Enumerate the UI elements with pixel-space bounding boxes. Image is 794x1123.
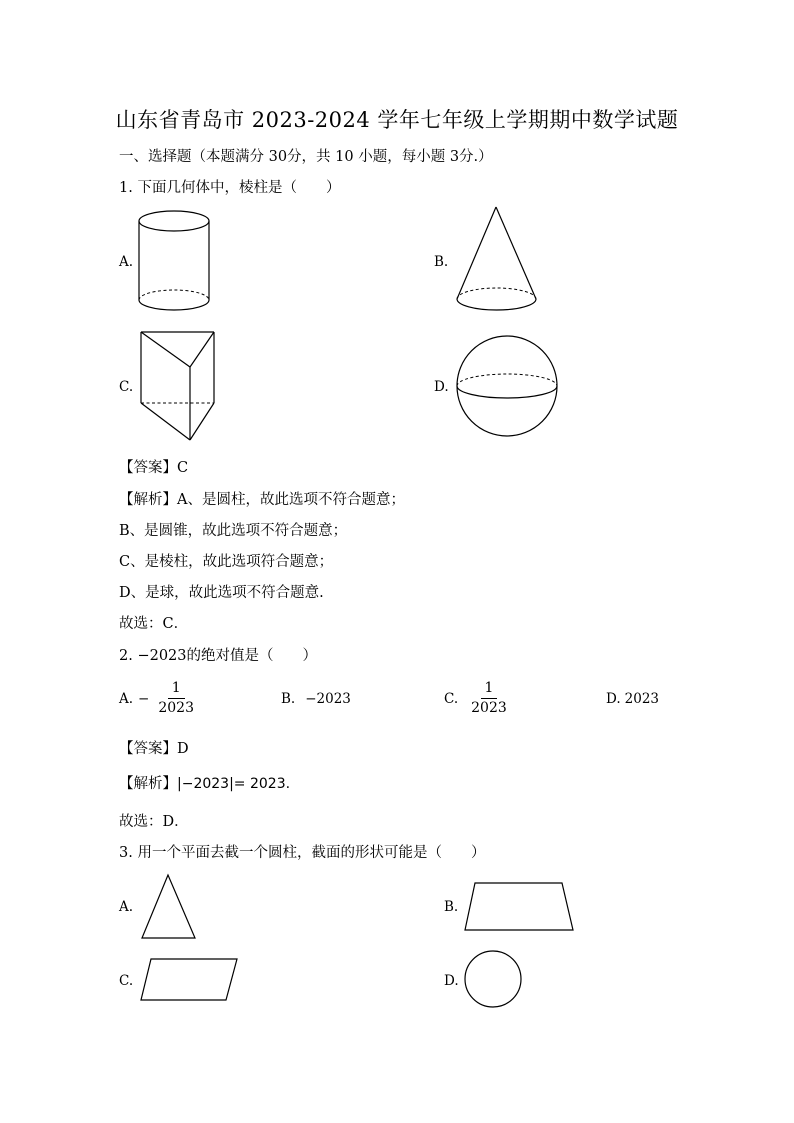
q2-option-a-sign: − <box>138 690 150 707</box>
q3-option-c-label: C. <box>119 973 134 989</box>
q2-option-b-label: B. <box>281 691 296 707</box>
q1-analysis-line-4: D、是球，故此选项不符合题意. <box>119 585 324 601</box>
triangle-figure <box>140 873 198 941</box>
q1-option-b-label: B. <box>434 254 449 270</box>
q2-option-b <box>281 691 351 707</box>
q3-option-d-label: D. <box>444 973 459 989</box>
q2-option-d-value: 2023 <box>624 691 659 707</box>
section-heading: 一、选择题（本题满分 30分，共 10 小题，每小题 3分.） <box>119 149 493 165</box>
q2-analysis-expression: |−2023|= 2023. <box>177 776 291 792</box>
question-3-stem: 3. 用一个平面去截一个圆柱，截面的形状可能是（ ） <box>119 845 486 861</box>
q1-analysis-line-1: 【解析】A、是圆柱，故此选项不符合题意； <box>119 492 405 508</box>
q1-analysis-line-3: C、是棱柱，故此选项符合题意； <box>119 554 334 570</box>
q2-option-b-value: −2023 <box>305 691 351 707</box>
document-title: 山东省青岛市 2023-2024 学年七年级上学期期中数学试题 <box>115 108 679 132</box>
q2-analysis-label: 【解析】 <box>119 776 177 792</box>
q2-option-c-numerator: 1 <box>481 680 498 699</box>
q1-analysis-line-2: B、是圆锥，故此选项不符合题意； <box>119 523 348 539</box>
q2-option-a-fraction <box>154 680 198 717</box>
cone-figure <box>454 205 540 320</box>
circle-figure <box>463 950 525 1010</box>
q1-answer: 【答案】C <box>119 460 189 476</box>
q1-option-a-label: A. <box>119 254 134 270</box>
question-1-stem: 1. 下面几何体中，棱柱是（ ） <box>119 180 341 196</box>
q2-option-c-denominator: 2023 <box>471 700 507 716</box>
q2-option-a <box>119 680 198 717</box>
q2-option-a-label: A. <box>119 690 134 707</box>
q1-option-d-label: D. <box>434 379 449 395</box>
q2-option-c-fraction <box>467 680 511 717</box>
q2-option-c <box>444 680 511 717</box>
q2-answer: 【答案】D <box>119 741 189 757</box>
question-2-stem: 2. −2023的绝对值是（ ） <box>119 648 317 664</box>
q1-conclusion: 故选：C． <box>119 616 189 632</box>
q2-option-a-denominator: 2023 <box>158 700 194 716</box>
q2-option-d <box>606 691 659 707</box>
q3-option-b-label: B. <box>444 899 459 915</box>
q2-analysis <box>119 772 290 793</box>
q3-option-a-label: A. <box>119 899 134 915</box>
cylinder-figure <box>136 207 216 319</box>
q2-option-c-label: C. <box>444 690 459 707</box>
q2-option-d-label: D. <box>606 691 621 707</box>
q2-conclusion: 故选：D． <box>119 814 189 830</box>
q1-option-c-label: C. <box>119 379 134 395</box>
trapezoid-figure <box>463 880 576 933</box>
sphere-figure <box>455 334 561 440</box>
q2-option-a-numerator: 1 <box>168 680 185 699</box>
triangular-prism-figure <box>138 329 218 443</box>
parallelogram-figure <box>139 956 240 1003</box>
